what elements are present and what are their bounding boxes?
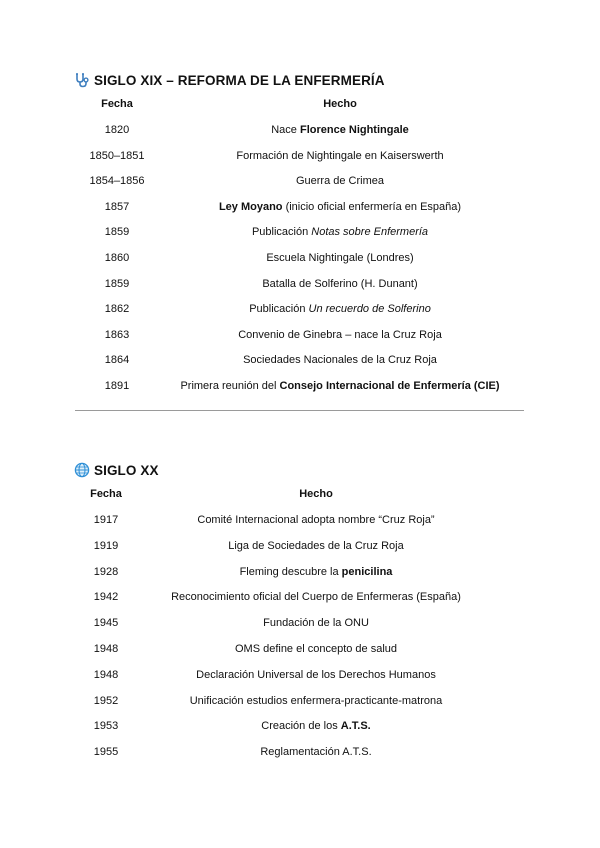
globe-icon (74, 462, 90, 478)
row-fact (146, 617, 486, 629)
fact-text: Sociedades Nacionales de la Cruz Roja (243, 354, 437, 367)
fact-bold: Florence Nightingale (299, 124, 409, 136)
fact-text: Unificación estudios enfermera-practicante-matrona (189, 694, 443, 707)
row-fact (170, 278, 510, 290)
fact-text: Guerra de Crimea (295, 175, 385, 188)
fact-bold: A.T.S. (340, 720, 371, 733)
row-date: 1859 (104, 226, 130, 239)
row-date: 1859 (104, 277, 130, 290)
table-row (0, 252, 600, 270)
row-date: 1953 (93, 720, 119, 733)
table-row (0, 669, 600, 687)
fact-text: Reglamentación A.T.S. (260, 746, 372, 759)
fact-italic: Notas sobre Enfermería (311, 226, 429, 239)
table-row (0, 303, 600, 321)
section-title: SIGLO XIX – REFORMA DE LA ENFERMERÍA (94, 72, 385, 88)
fact-text: OMS define el concepto de salud (234, 643, 398, 655)
row-date: 1942 (93, 591, 119, 604)
table-row (0, 643, 600, 661)
fact-text: Escuela Nightingale (Londres) (266, 252, 414, 264)
row-fact (170, 380, 510, 392)
row-fact (170, 252, 510, 264)
stethoscope-icon (74, 72, 90, 88)
section-title: SIGLO XX (94, 462, 159, 478)
row-date: 1820 (104, 124, 130, 136)
row-date: 1928 (93, 565, 119, 578)
fact-text: Batalla de Solferino (H. Dunant) (262, 277, 418, 290)
row-fact (146, 746, 486, 758)
table-row (0, 150, 600, 168)
table-row (0, 226, 600, 244)
table-row (0, 175, 600, 193)
fact-text: Comité Internacional adopta nombre “Cruz Roja” (197, 514, 435, 526)
row-date: 1945 (93, 617, 119, 630)
section-divider (75, 410, 524, 411)
table-row (0, 540, 600, 558)
fact-text: Convenio de Ginebra – nace la Cruz Roja (238, 328, 442, 341)
fact-bold: Ley Moyano (218, 200, 283, 213)
row-fact (170, 303, 510, 315)
row-fact (146, 540, 486, 552)
fact-text: Declaración Universal de los Derechos Humanos (196, 668, 436, 681)
fact-text: Formación de Nightingale en Kaiserswerth (236, 149, 444, 162)
table-row (0, 514, 600, 532)
row-fact (170, 124, 510, 136)
row-date: 1952 (93, 694, 119, 707)
table-row (0, 329, 600, 347)
fact-text: Creación de los (261, 720, 341, 733)
row-fact (146, 591, 486, 603)
section-heading (74, 458, 159, 482)
table-row (0, 201, 600, 219)
table-row (0, 617, 600, 635)
row-date: 1864 (104, 354, 130, 367)
fact-bold: Consejo Internacional de Enfermería (CIE) (279, 380, 500, 392)
row-fact (146, 695, 486, 707)
fact-italic: Un recuerdo de Solferino (308, 303, 431, 316)
fact-text: Reconocimiento oficial del Cuerpo de Enfermeras (España) (171, 591, 461, 604)
table-row (0, 591, 600, 609)
table-row (0, 566, 600, 584)
table-row (0, 278, 600, 296)
row-fact (146, 566, 486, 578)
row-fact (146, 720, 486, 732)
fact-text: Nace (271, 124, 300, 136)
table-row (0, 695, 600, 713)
row-date: 1863 (104, 328, 130, 341)
row-date: 1919 (93, 539, 119, 552)
row-date: 1948 (93, 643, 119, 655)
row-date: 1862 (104, 303, 130, 316)
row-date: 1891 (104, 380, 130, 392)
row-date: 1955 (93, 746, 119, 759)
row-fact (170, 175, 510, 187)
row-fact (146, 643, 486, 655)
fact-text: Publicación (249, 303, 309, 316)
column-header-fecha: Fecha (90, 488, 122, 500)
row-date: 1917 (93, 514, 119, 526)
row-fact (146, 514, 486, 526)
row-date: 1860 (104, 252, 130, 264)
row-fact (170, 354, 510, 366)
table-row (0, 720, 600, 738)
table-row (0, 746, 600, 764)
table-row (0, 380, 600, 398)
row-fact (170, 329, 510, 341)
table-row (0, 124, 600, 142)
row-fact (170, 201, 510, 213)
fact-text: Fundación de la ONU (263, 617, 369, 630)
fact-text: Publicación (251, 226, 312, 239)
row-date: 1948 (93, 668, 119, 681)
fact-text: Primera reunión del (180, 380, 280, 392)
fact-text: Liga de Sociedades de la Cruz Roja (228, 539, 404, 552)
fact-text: Fleming descubre la (239, 565, 342, 578)
row-date: 1857 (104, 200, 130, 213)
row-date: 1854–1856 (89, 175, 145, 188)
column-header-fecha: Fecha (101, 98, 133, 110)
row-date: 1850–1851 (89, 149, 145, 162)
row-fact (170, 150, 510, 162)
fact-text-after: (inicio oficial enfermería en España) (282, 200, 462, 213)
row-fact (170, 226, 510, 238)
section-heading (74, 68, 385, 92)
row-fact (146, 669, 486, 681)
fact-bold: penicilina (341, 565, 393, 578)
column-header-hecho: Hecho (323, 98, 357, 110)
table-row (0, 354, 600, 372)
column-header-hecho: Hecho (299, 488, 333, 500)
